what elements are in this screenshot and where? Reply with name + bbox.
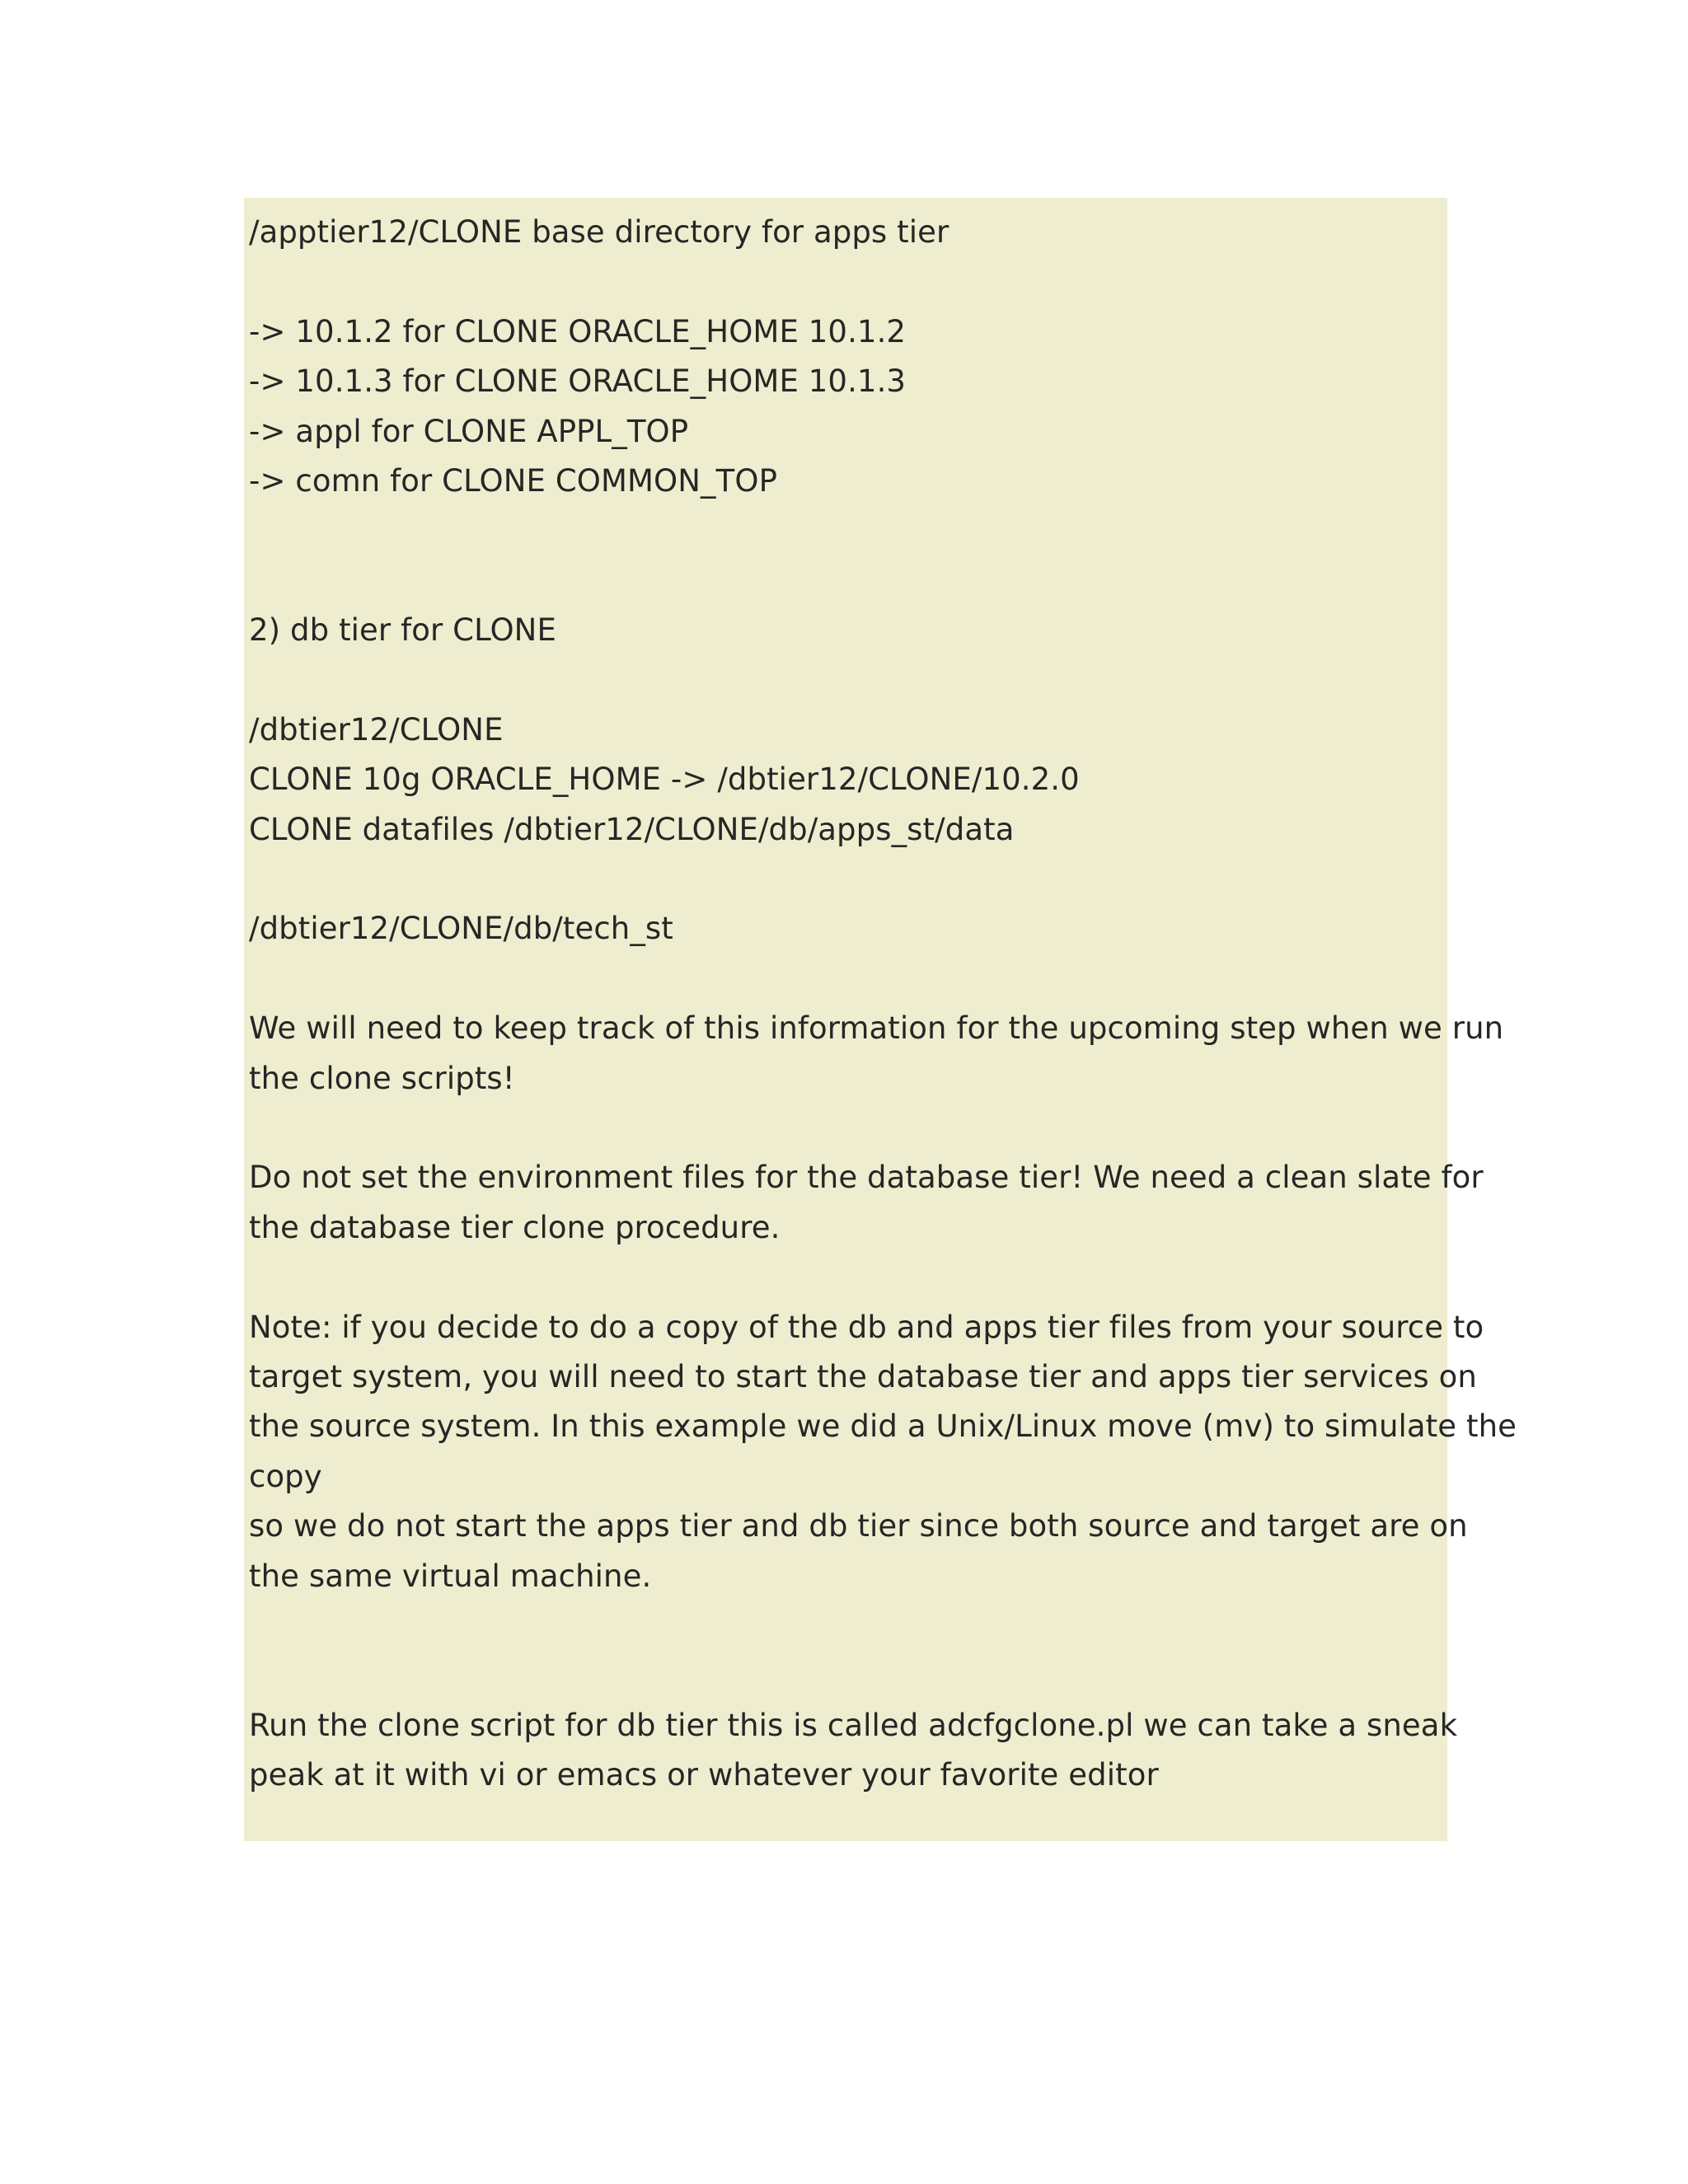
text-line: the database tier clone procedure.	[249, 1209, 781, 1245]
text-line: target system, you will need to start the database tier and apps tier services on	[249, 1358, 1477, 1394]
blank-line	[249, 1104, 1442, 1153]
text-line: Run the clone script for db tier this is called adcfgclone.pl we can take a sneak	[249, 1707, 1458, 1743]
text-line: /dbtier12/CLONE	[249, 711, 504, 748]
blank-line	[249, 506, 1442, 555]
text-line: Note: if you decide to do a copy of the db and apps tier files from your source to	[249, 1309, 1484, 1345]
blank-line	[249, 1253, 1442, 1302]
text-line: -> 10.1.3 for CLONE ORACLE_HOME 10.1.3	[249, 363, 907, 400]
text-line: -> 10.1.2 for CLONE ORACLE_HOME 10.1.2	[249, 313, 907, 349]
blank-line	[249, 257, 1442, 307]
text-line: so we do not start the apps tier and db tier since both source and target are on	[249, 1508, 1468, 1544]
text-line: CLONE datafiles /dbtier12/CLONE/db/apps_st/data	[249, 811, 1015, 847]
text-line: copy	[249, 1458, 322, 1494]
blank-line	[249, 1601, 1442, 1651]
text-line: Do not set the environment files for the database tier! We need a clean slate for	[249, 1160, 1484, 1196]
blank-line	[249, 855, 1442, 904]
text-line: CLONE 10g ORACLE_HOME -> /dbtier12/CLONE/10.2.0	[249, 762, 1080, 798]
blank-line	[249, 1651, 1442, 1700]
text-line: -> comn for CLONE COMMON_TOP	[249, 462, 777, 499]
text-line: the source system. In this example we did a Unix/Linux move (mv) to simulate the	[249, 1408, 1517, 1445]
text-line: peak at it with vi or emacs or whatever your favorite editor	[249, 1757, 1159, 1793]
text-line: the same virtual machine.	[249, 1558, 652, 1594]
text-line: We will need to keep track of this information for the upcoming step when we run	[249, 1010, 1504, 1047]
text-line: -> appl for CLONE APPL_TOP	[249, 413, 689, 449]
text-line: /apptier12/CLONE base directory for apps tier	[249, 214, 950, 250]
blank-line	[249, 556, 1442, 606]
text-line: the clone scripts!	[249, 1060, 515, 1096]
text-line: /dbtier12/CLONE/db/tech_st	[249, 911, 673, 947]
blank-line	[249, 954, 1442, 1004]
section-heading: 2) db tier for CLONE	[249, 612, 556, 649]
highlighted-content-block	[244, 198, 1517, 1841]
blank-line	[249, 656, 1442, 705]
